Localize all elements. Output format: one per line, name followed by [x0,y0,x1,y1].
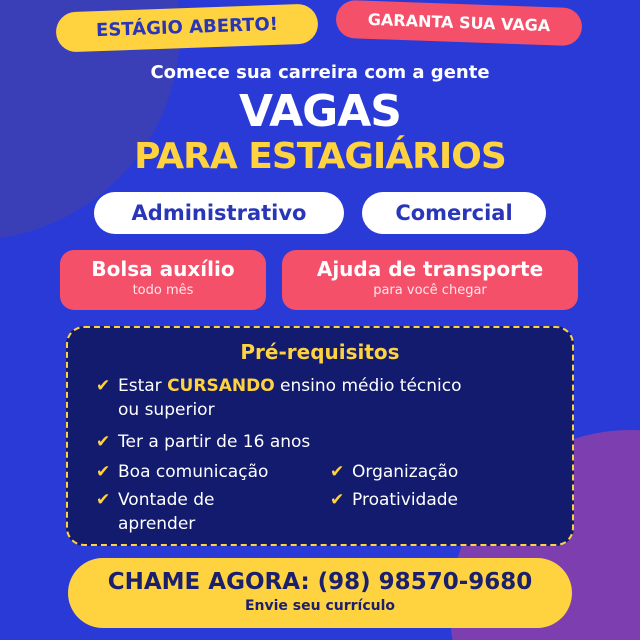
requirement-studying: ✔ Estar CURSANDO ensino médio técnico ou superior [96,376,462,420]
check-icon: ✔ [330,490,345,510]
requirement-proactivity: ✔ Proatividade [330,490,459,510]
benefit-transport-title: Ajuda de transporte [316,257,544,281]
badge-open-internship: ESTÁGIO ABERTO! [55,3,318,52]
benefit-transport-subtitle: para você chegar [373,283,487,298]
area-administrative: Administrativo [94,192,344,234]
benefit-allowance [60,250,266,310]
requirement-communication: ✔ Boa comunicação [96,462,269,482]
requirement-highlight: CURSANDO [167,376,275,396]
check-icon: ✔ [96,462,111,482]
headline-title: VAGAS [239,86,401,137]
benefit-allowance-title: Bolsa auxílio [91,257,235,281]
cta-send-resume: Envie seu currículo [244,598,396,614]
benefit-allowance-subtitle: todo mês [132,283,194,298]
requirements-panel [66,326,574,546]
headline-subtitle: PARA ESTAGIÁRIOS [134,136,506,177]
badge-secure-spot: GARANTA SUA VAGA [335,0,582,46]
area-commercial: Comercial [362,192,546,234]
check-icon: ✔ [96,432,111,452]
check-icon: ✔ [96,376,111,396]
cta-phone[interactable]: CHAME AGORA: (98) 98570-9680 [107,569,533,595]
tagline: Comece sua carreira com a gente [150,62,490,83]
cta-call-now[interactable] [68,558,572,628]
requirement-willingness: ✔ Vontade de aprender [96,490,215,534]
benefit-transport [282,250,578,310]
requirements-title: Pré-requisitos [240,340,400,364]
check-icon: ✔ [330,462,345,482]
requirement-age: ✔ Ter a partir de 16 anos [96,432,311,452]
requirement-organization: ✔ Organização [330,462,459,482]
check-icon: ✔ [96,490,111,510]
